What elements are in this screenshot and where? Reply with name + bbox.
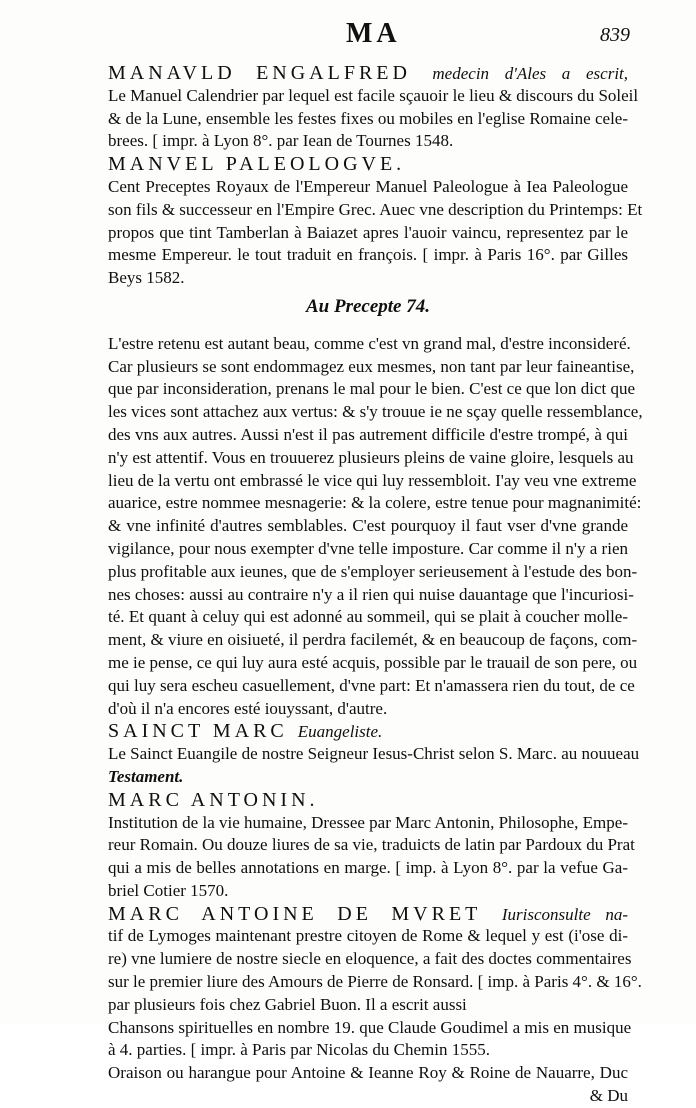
passage-line: plus profitable aux ieunes, que de s'employer serieusement à l'estude des bon- (108, 561, 638, 581)
entry-line: mesme Empereur. le tout traduit en françois. [ impr. à Paris 16°. par Gilles (108, 245, 628, 265)
passage-line: vigilance, pour nous exempter d'vne telle imposture. Car comme il n'y a rien (108, 538, 628, 558)
entry-description: medecin d'Ales a escrit, (432, 64, 629, 83)
entry-heading-marc-antonin (108, 789, 628, 812)
entry-line: Le Sainct Euangile de nostre Seigneur Iesus-Christ selon S. Marc. au nouueau (108, 744, 640, 764)
passage-line: té. Et quant à celuy qui est adonné au sommeil, qui se plait à coucher molle- (108, 607, 628, 627)
entry-line: Le Manuel Calendrier par lequel est facile sçauoir le lieu & discours du Soleil (108, 85, 639, 105)
passage-line: lieu de la vertu ont embrassé le vice qui luy ressembloit. I'ay veu vne extreme (108, 470, 637, 490)
entry-line: tif de Lymoges maintenant prestre citoyen de Rome & lequel y est (i'ose di- (108, 926, 628, 946)
entry-line: reur Romain. Ou douze liures de sa vie, traduicts de latin par Pardoux du Prat (108, 835, 635, 855)
page-number: 839 (600, 24, 630, 46)
precept-caption: Au Precepte 74. (305, 295, 430, 317)
entry-heading-sainct-marc (108, 720, 628, 743)
passage-line: & vne infinité d'autres semblables. C'est pourquoy il faut vser d'vne grande (108, 516, 628, 536)
entry-heading-muret (108, 903, 628, 926)
entry-line: sur le premier liure des Amours de Pierre de Ronsard. [ imp. à Paris 4°. & 16°. (108, 972, 642, 992)
passage-line: L'estre retenu est autant beau, comme c'est vn grand mal, d'estre inconsideré. (108, 333, 631, 353)
running-head: MA (346, 18, 401, 49)
entry-line: Institution de la vie humaine, Dressee par Marc Antonin, Philosophe, Empe- (108, 812, 628, 832)
entry-description: Iurisconsulte na- (501, 904, 628, 924)
passage-line: que par inconsideration, prenans le mal pour le bien. C'est ce que lon dict que (108, 379, 636, 399)
entry-line: propos que tint Tamberlan à Baiazet apres l'auoir vaincu, representez par le (108, 222, 628, 242)
entry-line: Testament. (108, 766, 184, 786)
entry-description: Euangeliste. (297, 722, 383, 742)
entry-line: re) vne lumiere de nostre siecle en eloquence, a fait des doctes commentaires (108, 949, 632, 969)
entry-line: brees. [ impr. à Lyon 8°. par Iean de Tournes 1548. (108, 131, 454, 151)
entry-name: MARC ANTONIN. (108, 788, 319, 811)
entry-line: qui a mis de belles annotations en marge. [ imp. à Lyon 8°. par la vefue Ga- (108, 858, 628, 878)
entry-line: Oraison ou harangue pour Antoine & Ieanne Roy & Roine de Nauarre, Duc (108, 1063, 628, 1083)
entry-line: & de la Lune, ensemble les festes fixes ou mobiles en l'eglise Romaine cele- (108, 108, 628, 128)
entry-heading-manuel (108, 153, 628, 176)
passage-line: n'y est attentif. Vous en trouuerez plusieurs pleins de vaine gloire, lesquels au (108, 447, 634, 467)
passage-line: nes choses: aussi au contraire n'y a il rien qui nuise dauantage que l'incuriosi- (108, 584, 634, 604)
entry-name: MANVEL PALEOLOGVE. (108, 153, 406, 176)
entry-line: Beys 1582. (108, 268, 185, 288)
entry-name: MANAVLD ENGALFRED (108, 62, 411, 84)
entry-line: Chansons spirituelles en nombre 19. que Claude Goudimel a mis en musique (108, 1017, 632, 1037)
passage-line: des vns aux autres. Aussi n'est il pas autrement difficile d'estre trompé, à qui (108, 424, 628, 444)
entry-name: SAINCT MARC (108, 720, 288, 743)
passage-line: me ie pense, ce qui luy aura esté acquis, possible par le trauail de son pere, ou (108, 652, 638, 672)
passage-line: Car plusieurs se sont endommagez eux mesmes, non tant par leur faineantise, (108, 356, 635, 376)
entry-line: Cent Preceptes Royaux de l'Empereur Manuel Paleologue à Iea Paleologue (108, 176, 628, 196)
entry-line: par plusieurs fois chez Gabriel Buon. Il a escrit aussi (108, 994, 467, 1014)
passage-line: auarice, estre nommee mesnagerie: & la colere, estre tenue pour magnanimité: (108, 493, 642, 513)
passage-line: qui luy sera escheu casuellement, d'vne part: Et n'amassera rien du tout, de ce (108, 675, 635, 695)
passage-line: les vices sont attachez aux vertus: & s'y trouue ie ne sçay quelle ressemblance, (108, 402, 643, 422)
entry-line: briel Cotier 1570. (108, 880, 229, 900)
entry-line: son fils & successeur en l'Empire Grec. Auec vne description du Printemps: Et (108, 199, 643, 219)
entry-name: MARC ANTOINE DE MVRET (108, 902, 482, 925)
page-header (110, 18, 630, 58)
catchword: & Du (589, 1086, 628, 1106)
entry-line: à 4. parties. [ impr. à Paris par Nicolas du Chemin 1555. (108, 1040, 490, 1060)
passage-line: ment, & viure en oisiueté, il perdra facilemét, & en beaucoup de façons, com- (108, 630, 638, 650)
passage-line: d'où il n'a encores esté iouyssant, d'autre. (108, 698, 388, 718)
entry-heading-manauld (108, 62, 628, 85)
page-text (108, 62, 643, 1108)
